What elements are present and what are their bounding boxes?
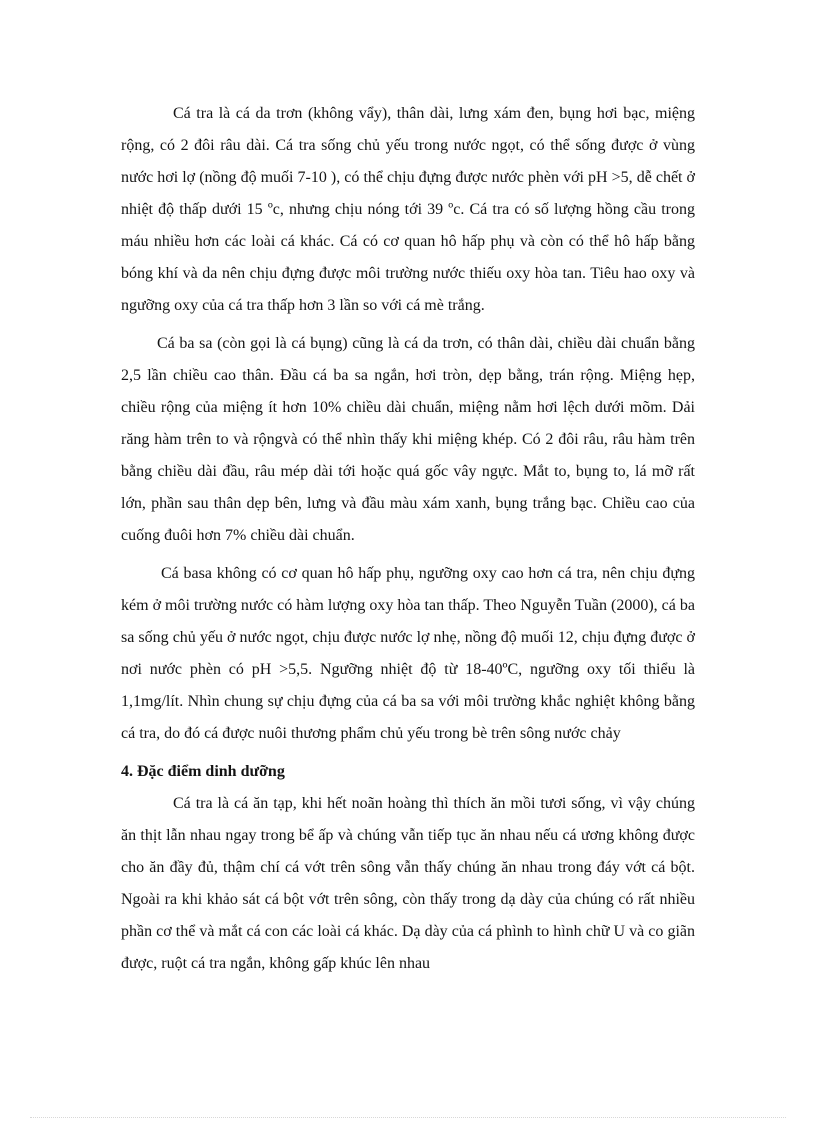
document-body xyxy=(121,98,695,980)
paragraph-ca-ba-sa: Cá ba sa (còn gọi là cá bụng) cũng là cá da trơn, có thân dài, chiều dài chuẩn bằng 2,5 lần chiều cao thân. Đầu cá ba sa ngắn, hơi tròn, dẹp bằng, trán rộng. Miệng hẹp, chiều rộng của miệng ít hơn 10% chiều dài chuẩn, miệng nằm hơi lệch dưới mõm. Dải răng hàm trên to và rộngvà có thể nhìn thấy khi miệng khép. Có 2 đôi râu, râu hàm trên bằng chiều dài đầu, râu mép dài tới hoặc quá gốc vây ngực. Mắt to, bụng to, lá mỡ rất lớn, phần sau thân dẹp bên, lưng và đầu màu xám xanh, bụng trắng bạc. Chiều cao của cuống đuôi hơn 7% chiều dài chuẩn. xyxy=(121,335,695,544)
paragraph-ca-basa-tolerance: Cá basa không có cơ quan hô hấp phụ, ngưỡng oxy cao hơn cá tra, nên chịu đựng kém ở môi trường nước có hàm lượng oxy hòa tan thấp. Theo Nguyễn Tuần (2000), cá ba sa sống chủ yếu ở nước ngọt, chịu được nước lợ nhẹ, nồng độ muối 12, chịu đựng được ở nơi nước phèn có pH >5,5. Ngưỡng nhiệt độ từ 18-40ºC, ngưỡng oxy tối thiểu là 1,1mg/lít. Nhìn chung sự chịu đựng của cá ba sa với môi trường khắc nghiệt không bằng cá tra, do đó cá được nuôi thương phẩm chủ yếu trong bè trên sông nước chảy xyxy=(121,565,695,742)
page-bottom-rule xyxy=(30,1117,786,1118)
paragraph-ca-tra: Cá tra là cá da trơn (không vẩy), thân dài, lưng xám đen, bụng hơi bạc, miệng rộng, có 2 đôi râu dài. Cá tra sống chủ yếu trong nước ngọt, có thể sống được ở vùng nước hơi lợ (nồng độ muối 7-10 ), có thể chịu đựng được nước phèn với pH >5, dễ chết ở nhiệt độ thấp dưới 15 ºc, nhưng chịu nóng tới 39 ºc. Cá tra có số lượng hồng cầu trong máu nhiều hơn các loài cá khác. Cá có cơ quan hô hấp phụ và còn có thể hô hấp bằng bóng khí và da nên chịu đựng được môi trường nước thiếu oxy hòa tan. Tiêu hao oxy và ngưỡng oxy của cá tra thấp hơn 3 lần so với cá mè trắng. xyxy=(121,105,695,314)
paragraph-nutrition: Cá tra là cá ăn tạp, khi hết noãn hoàng thì thích ăn mồi tươi sống, vì vậy chúng ăn thịt lẫn nhau ngay trong bể ấp và chúng vẫn tiếp tục ăn nhau nếu cá ương không được cho ăn đầy đủ, thậm chí cá vớt trên sông vẫn thấy chúng ăn nhau trong đáy vớt cá bột. Ngoài ra khi khảo sát cá bột vớt trên sông, còn thấy trong dạ dày của chúng có rất nhiều phần cơ thể và mắt cá con các loài cá khác. Dạ dày của cá phình to hình chữ U và co giãn được, ruột cá tra ngắn, không gấp khúc lên nhau xyxy=(121,795,695,972)
section-heading: 4. Đặc điểm dinh dưỡng xyxy=(121,763,285,780)
